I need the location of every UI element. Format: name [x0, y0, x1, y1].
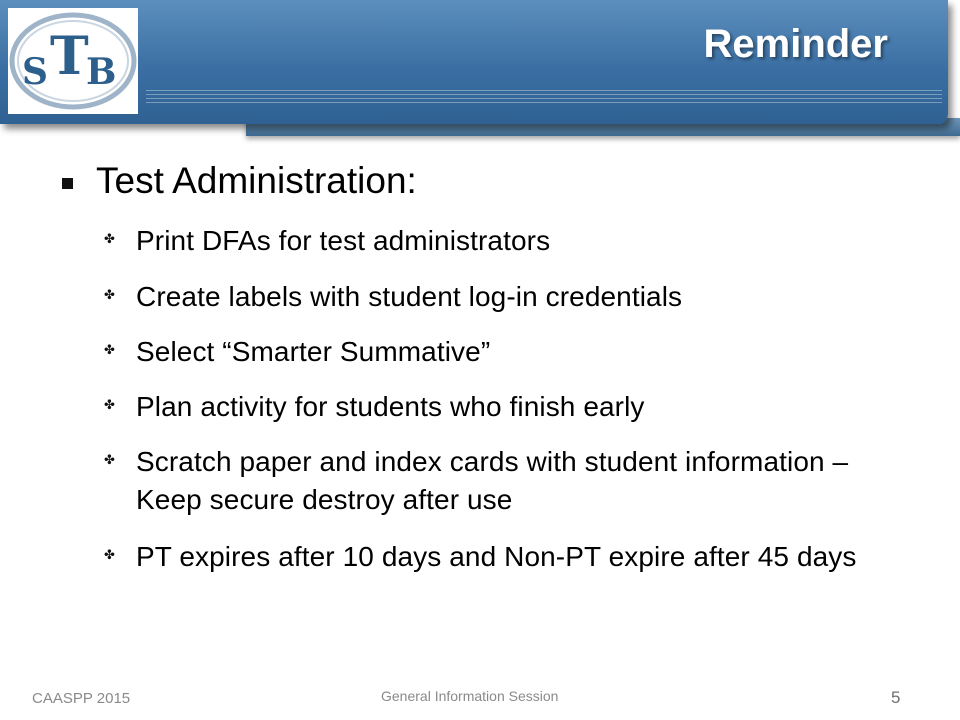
- square-bullet-icon: [62, 178, 73, 189]
- leaf-bullet-icon: ✤: [104, 398, 115, 413]
- list-item-text: Plan activity for students who finish early: [136, 391, 645, 422]
- list-item-text: Scratch paper and index cards with student information – Keep secure destroy after use: [136, 446, 849, 515]
- list-item-text: PT expires after 10 days and Non-PT expire after 45 days: [136, 541, 857, 572]
- list-item: [104, 278, 866, 316]
- list-item-text: Create labels with student log-in credentials: [136, 281, 683, 312]
- leaf-bullet-icon: ✤: [104, 288, 115, 303]
- list-item: [104, 443, 866, 519]
- header-pinstripes: [146, 90, 942, 106]
- page-number: 5: [891, 688, 901, 707]
- svg-text:S: S: [22, 51, 48, 93]
- main-bullet: [62, 160, 417, 202]
- logo-graphic: [8, 8, 138, 114]
- leaf-bullet-icon: ✤: [104, 232, 115, 247]
- list-item: [104, 222, 866, 260]
- footer-left-text: CAASPP 2015: [32, 690, 131, 707]
- list-item: [104, 388, 866, 426]
- leaf-bullet-icon: ✤: [104, 453, 115, 468]
- leaf-bullet-icon: ✤: [104, 548, 115, 563]
- list-item: [104, 538, 866, 576]
- header-banner: [0, 0, 948, 124]
- list-item: [104, 333, 866, 371]
- svg-text:B: B: [86, 51, 117, 93]
- footer-center-text: General Information Session: [381, 688, 559, 704]
- list-item-text: Print DFAs for test administrators: [136, 225, 551, 256]
- main-bullet-text: Test Administration:: [96, 160, 417, 201]
- slide-title: Reminder: [703, 22, 888, 66]
- list-item-text: Select “Smarter Summative”: [136, 336, 491, 367]
- stb-logo: [8, 8, 138, 114]
- leaf-bullet-icon: ✤: [104, 343, 115, 358]
- svg-text:T: T: [50, 26, 89, 87]
